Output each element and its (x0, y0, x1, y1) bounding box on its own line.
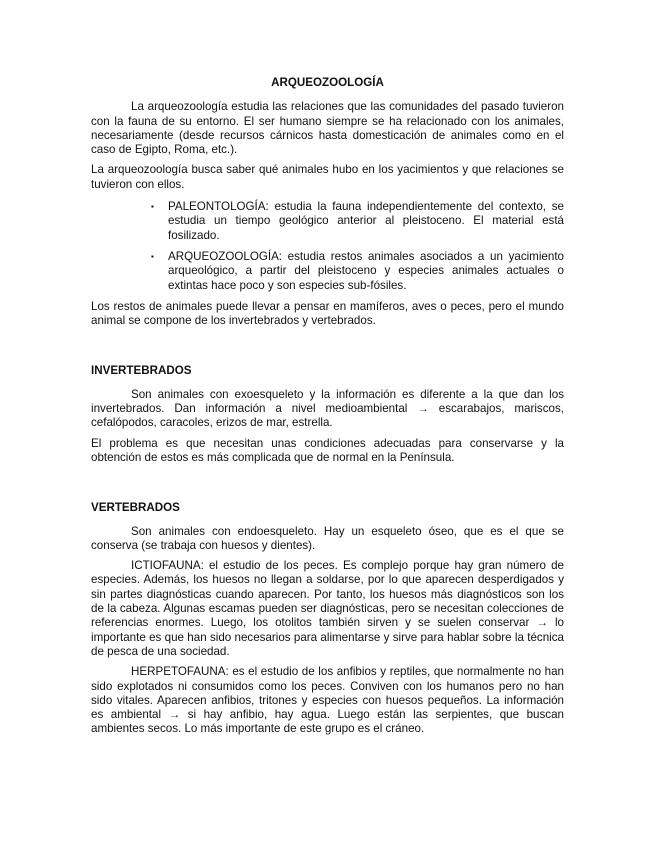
invertebrados-paragraph-1: Son animales con exoesqueleto y la información es diferente a la que dan los invertebrados. Dan información a nivel medioambiental → escarabajos, mariscos, cefalópodos, caracoles, erizos de mar, estrella. (91, 387, 564, 430)
intro-paragraph-2: La arqueozoología busca saber qué animales hubo en los yacimientos y que relaciones se tuvieron con ellos. (91, 163, 564, 191)
list-item-text: ARQUEOZOOLOGÍA: estudia restos animales asociados a un yacimiento arqueológico, a partir del pleistoceno y especies animales actuales o extintas hace poco y son especies sub-fósiles. (168, 249, 564, 292)
square-bullet-icon: ▪ (151, 251, 154, 261)
list-item-arqueozoologia (151, 250, 564, 293)
intro-paragraph-1: La arqueozoología estudia las relaciones que las comunidades del pasado tuvieron con la fauna de su entorno. El ser humano siempre se ha relacionado con los animales, necesariamente (desde recursos cárnicos hasta domesticación de animales como en el caso de Egipto, Roma, etc.). (91, 100, 564, 157)
list-item-paleontologia (151, 200, 564, 243)
document-title: ARQUEOZOOLOGÍA (271, 76, 384, 89)
section-heading-vertebrados: VERTEBRADOS (91, 501, 180, 515)
ictiofauna-paragraph: ICTIOFAUNA: el estudio de los peces. Es complejo porque hay gran número de especies. Además, los huesos no llegan a soldarse, por lo que aparecen desperdigados y sin partes diagnósticas cuando aparecen. Por tanto, los huesos más diagnósticos son los de la cabeza. Algunas escamas pueden ser diagnósticas, pero se necesitan colecciones de referencias enormes. Luego, los otolitos también sirven y se suelen conservar → lo importante es que han sido necesarios para alimentarse y sirve para hablar sobre la técnica de pesca de una sociedad. (91, 559, 564, 658)
list-item-text: PALEONTOLOGÍA: estudia la fauna independientemente del contexto, se estudia un tiempo geológico anterior al pleistoceno. El material está fosilizado. (168, 200, 564, 242)
section-heading-invertebrados: INVERTEBRADOS (91, 364, 192, 378)
intro-paragraph-3: Los restos de animales puede llevar a pensar en mamíferos, aves o peces, pero el mundo animal se compone de los invertebrados y vertebrados. (91, 299, 564, 328)
herpetofauna-paragraph: HERPETOFAUNA: es el estudio de los anfibios y reptiles, que normalmente no han sido explotados ni consumidos como los peces. Conviven con los humanos pero no han sido vitales. Aparecen anfibios, tritones y especies con huesos pequeños. La información es ambiental → si hay anfibio, hay agua. Luego están las serpientes, que buscan ambientes secos. Lo más importante de este grupo es el cráneo. (91, 665, 564, 736)
invertebrados-paragraph-2: El problema es que necesitan unas condiciones adecuadas para conservarse y la obtención de estos es más complicada que de normal en la Península. (91, 436, 564, 464)
definitions-list (91, 200, 564, 293)
document-page (91, 76, 564, 737)
square-bullet-icon: ▪ (151, 202, 154, 212)
vertebrados-paragraph-1: Son animales con endoesqueleto. Hay un esqueleto óseo, que es el que se conserva (se trabaja con huesos y dientes). (91, 524, 564, 552)
